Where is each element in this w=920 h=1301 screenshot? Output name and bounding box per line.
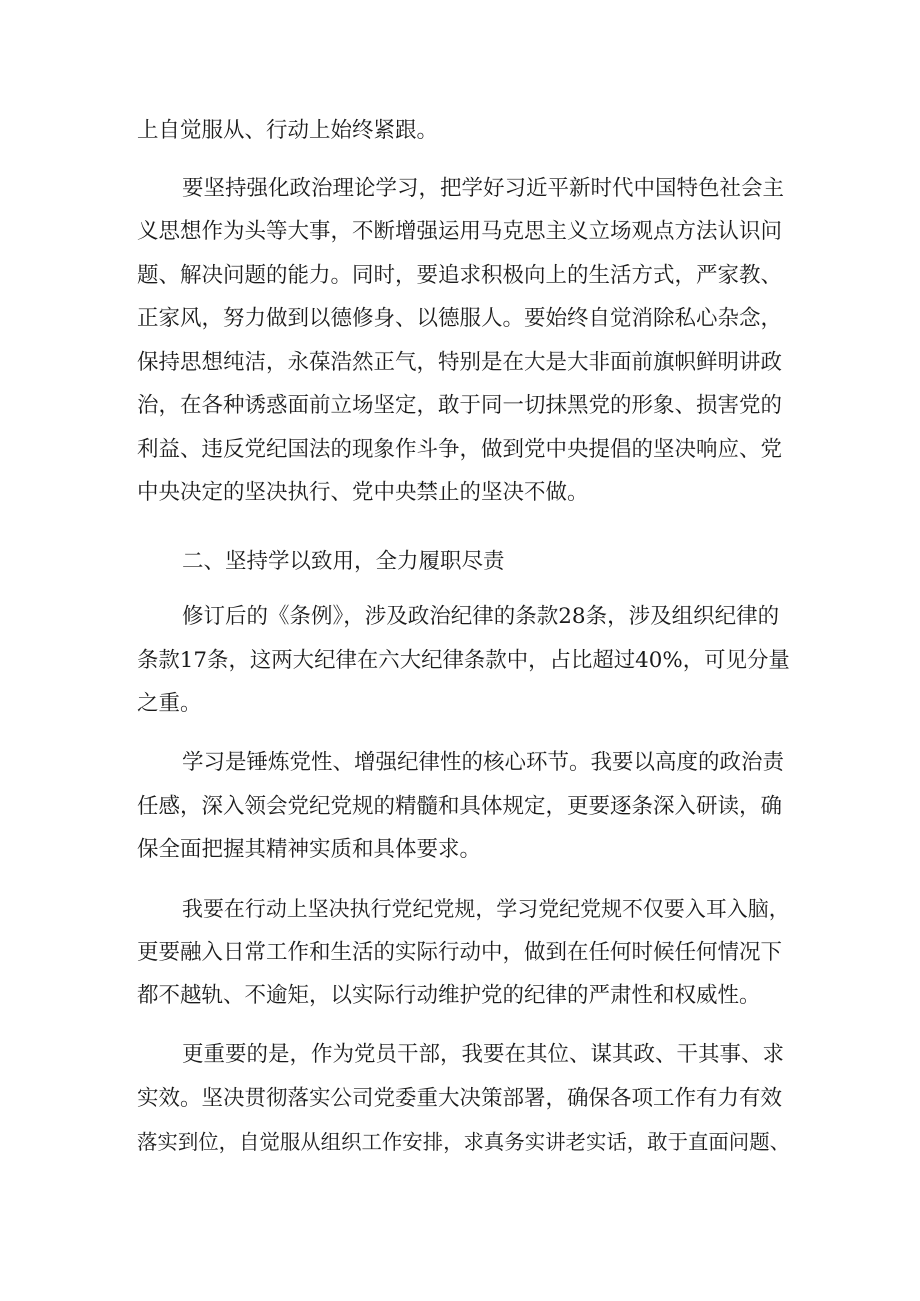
- paragraph-line: 义思想作为头等大事，不断增强运用马克思主义立场观点方法认识问: [137, 219, 783, 244]
- paragraph-line: 更要融入日常工作和生活的实际行动中，做到在任何时候任何情况下: [137, 940, 783, 965]
- paragraph-line: 保全面把握其精神实质和具体要求。: [137, 837, 482, 862]
- paragraph-line: 更重要的是，作为党员干部，我要在其位、谋其政、干其事、求: [182, 1042, 785, 1067]
- paragraph-line: 任感，深入领会党纪党规的精髓和具体规定，更要逐条深入研读，确: [137, 794, 783, 819]
- paragraph-line: 修订后的《条例》，涉及政治纪律的条款28条，涉及组织纪律的: [182, 604, 780, 629]
- paragraph-line: 正家风，努力做到以德修身、以德服人。要始终自觉消除私心杂念，: [137, 306, 783, 331]
- paragraph-line: 保持思想纯洁，永葆浩然正气，特别是在大是大非面前旗帜鲜明讲政: [137, 350, 783, 375]
- paragraph-line: 要坚持强化政治理论学习，把学好习近平新时代中国特色社会主: [182, 176, 785, 201]
- paragraph-line: 之重。: [137, 691, 202, 716]
- paragraph-line: 题、解决问题的能力。同时，要追求积极向上的生活方式，严家教、: [137, 263, 783, 288]
- paragraph-line: 落实到位，自觉服从组织工作安排，求真务实讲老实话，敢于直面问题、: [137, 1130, 790, 1154]
- paragraph-line: 治，在各种诱惑面前立场坚定，敢于同一切抹黑党的形象、损害党的: [137, 393, 783, 418]
- paragraph-line: 条款17条，这两大纪律在六大纪律条款中，占比超过40%，可见分量: [137, 648, 790, 673]
- paragraph-line: 学习是锤炼党性、增强纪律性的核心环节。我要以高度的政治责: [182, 750, 785, 775]
- section-heading: 二、坚持学以致用，全力履职尽责: [182, 549, 505, 574]
- paragraph-line: 都不越轨、不逾矩，以实际行动维护党的纪律的严肃性和权威性。: [137, 983, 761, 1008]
- paragraph-line: 中央决定的坚决执行、党中央禁止的坚决不做。: [137, 480, 589, 505]
- paragraph-line: 实效。坚决贯彻落实公司党委重大决策部署，确保各项工作有力有效: [137, 1086, 783, 1111]
- paragraph-line: 我要在行动上坚决执行党纪党规，学习党纪党规不仅要入耳入脑，: [182, 897, 790, 921]
- paragraph-line: 利益、违反党纪国法的现象作斗争，做到党中央提倡的坚决响应、党: [137, 437, 783, 462]
- paragraph-line: 上自觉服从、行动上始终紧跟。: [137, 118, 439, 143]
